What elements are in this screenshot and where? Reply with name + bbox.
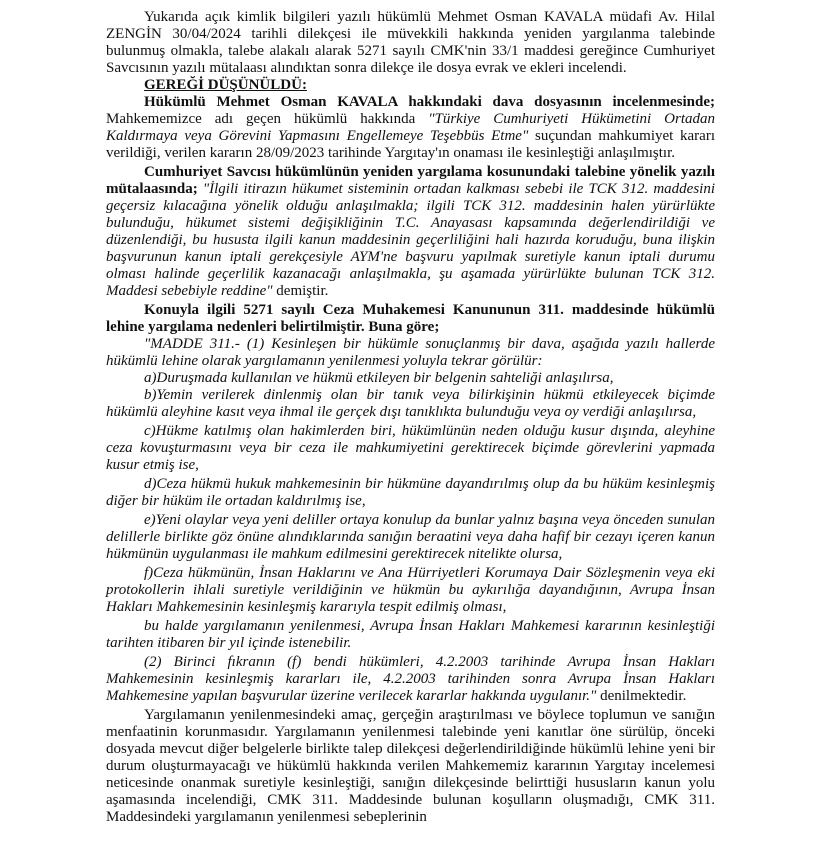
intro-paragraph: Yukarıda açık kimlik bilgileri yazılı hükümlü Mehmet Osman KAVALA müdafi Av. Hilal ZENGİN 30/04/2024 tarihli dilekçesi ile müvekkili hakkında yeniden yargılanma talebinde bulunmuş olmakla, talebe alakalı alarak 5271 sayılı CMK'nin 33/1 maddesi gereğince Cumhuriyet Savcısının yazılı mütalaası alındıktan sonra dilekçe ile dosya evrak ve ekleri incelendi. xyxy=(106,9,715,76)
crime-title: "Türkiye Cumhuriyeti Hükümetini Ortadan Kaldırmaya veya Görevini Yapmasını Engellemeye Teşebbüs Etme" xyxy=(106,111,715,144)
law-reference-paragraph: Konuyla ilgili 5271 sayılı Ceza Muhakemesi Kanununun 311. maddesinde hükümlü lehine yargılama nedenleri belirtilmiştir. Buna göre; xyxy=(106,302,715,335)
article-311-item-a: a)Duruşmada kullanılan ve hükmü etkileyen bir belgenin sahteliği anlaşılırsa, xyxy=(144,370,614,386)
evaluation-paragraph: Yargılamanın yenilenmesindeki amaç, gerçeğin araştırılması ve böylece toplumun ve sanığın menfaatinin korunmasıdır. Yargılamanın yenilenmesi talebinde yeni kanıtlar öne sürülüp, önceki dosyada mevcut diğer belgelerle birlikte talep dilekçesi değerlendirildiğinde hükümlü lehine yeni bir durum oluşturmayacağı ve hükümlü hakkında verilen Mahkememiz kararının Yargıtay incelemesi neticesinde onanmak suretiyle kesinleştiği, sanığın dilekçesinde belirttiği hususların kanun yolu aşamasında incelendiği, CMK 311. Maddesinde bulunan koşulların oluşmadığı, CMK 311. Maddesindeki yargılamanın yenilenmesi sebeplerinin xyxy=(106,707,715,825)
article-311-item-c: c)Hükme katılmış olan hakimlerden biri, hükümlünün neden olduğu kusur dışında, aleyhine ceza kovuşturmasını veya bir ceza ile mahkumiyetini gerektirecek biçimde görevlerini yapmada kusur etmiş ise, xyxy=(106,423,715,473)
case-file-text-b: suçundan mahkumiyet kararı verildiği, verilen kararın 28/09/2023 tarihinde Yargıtay'ın onaması ile kesinleştiği anlaşılmıştır. xyxy=(106,128,715,161)
article-311-paragraph-2-text: (2) Birinci fıkranın (f) bendi hükümleri, 4.2.2003 tarihinde Avrupa İnsan Hakları Mahkemesinin kesinleşmiş kararları ile, 4.2.2003 tarihinden sonra Avrupa İnsan Hakları Mahkemesine yapılan başvurular üzerine verilecek kararlar hakkında uygulanır." xyxy=(106,654,715,704)
article-311-item-b: b)Yemin verilerek dinlenmiş olan bir tanık veya bilirkişinin hükmü etkileyecek biçimde hükümlü aleyhine kasıt veya ihmal ile gerçek dışı tanıklıkta bulunduğu veya oy verdiği anlaşılırsa, xyxy=(106,387,715,420)
decision-heading: GEREĞİ DÜŞÜNÜLDÜ: xyxy=(144,77,307,93)
case-file-lead: Hükümlü Mehmet Osman KAVALA hakkındaki dava dosyasının incelenmesinde; xyxy=(144,94,715,110)
prosecutor-opinion-quote: "İlgili itirazın hükumet sisteminin ortadan kalkması sebebi ile TCK 312. maddesini geçersiz kılacağına yönelik olduğu anlaşılmakla; ilgili TCK 312. maddesinin halen yürürlükte bulunduğu, hükumet sistemi değişikliğinin T.C. Anayasası kapsamında değerlendirildiği ve düzenlendiği, bu hususta ilgili kanun maddesinin geçerliliğini hali hazırda koruduğu, buna ilişkin başvurunun kanun iptali gerekçesiyle AYM'ne başvuru yapılmak suretiyle kanun iptali durumu olması halinde geçerlilik kazanacağı anlaşılmakla, şu aşamada yürürlükte bulunan TCK 312. Maddesi sebebiyle reddine" xyxy=(106,181,715,299)
case-file-text-a: Mahkememizce adı geçen hükümlü hakkında xyxy=(106,111,429,127)
article-311-paragraph-2-end: denilmektedir. xyxy=(596,688,687,704)
article-311-item-f: f)Ceza hükmünün, İnsan Haklarını ve Ana Hürriyetleri Korumaya Dair Sözleşmenin veya eki protokollerin ihlali suretiyle verildiğinin ve hükmün bu aykırılığa dayandığının, Avrupa İnsan Hakları Mahkemesinin kesinleşmiş kararıyla tespit edilmiş olması, xyxy=(106,565,715,615)
article-311-item-f-continued: bu halde yargılamanın yenilenmesi, Avrupa İnsan Hakları Mahkemesi kararının kesinleştiği tarihten itibaren bir yıl içinde istenebilir. xyxy=(106,618,715,651)
article-311-paragraph-2 xyxy=(106,654,715,705)
case-file-paragraph xyxy=(106,94,715,162)
article-311-item-d: d)Ceza hükmü hukuk mahkemesinin bir hükmüne dayandırılmış olup da bu hüküm kesinleşmiş diğer bir hüküm ile ortadan kaldırılmış ise, xyxy=(106,476,715,509)
article-311-intro: "MADDE 311.- (1) Kesinleşen bir hükümle sonuçlanmış bir dava, aşağıda yazılı hallerde hükümlü lehine olarak yargılamanın yenilenmesi yoluyla tekrar görülür: xyxy=(106,336,715,369)
prosecutor-opinion-end: demiştir. xyxy=(272,283,329,299)
prosecutor-opinion-lead: Cumhuriyet Savcısı hükümlünün yeniden yargılama kosunundaki talebine yönelik yazılı mütalaasında; xyxy=(106,164,715,197)
article-311-item-e: e)Yeni olaylar veya yeni deliller ortaya konulup da bunlar yalnız başına veya önceden sunulan delillerle birlikte göz önüne alındıklarında sanığın beraatini veya daha hafif bir cezayı içeren kanun hükmünün uygulanması ile mahkum edilmesini gerektirecek nitelikte olursa, xyxy=(106,512,715,562)
prosecutor-opinion-paragraph xyxy=(106,164,715,300)
